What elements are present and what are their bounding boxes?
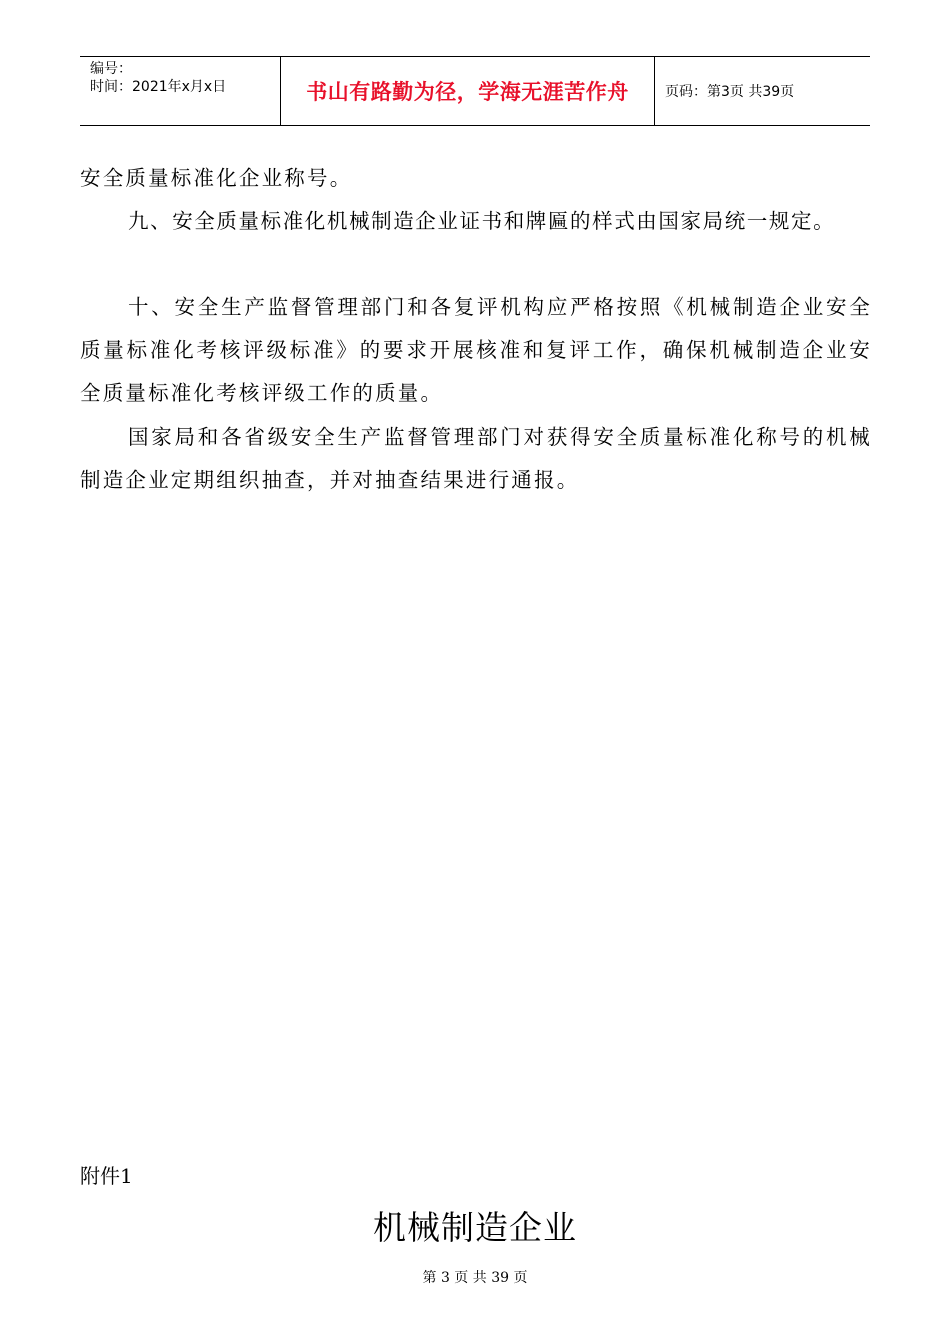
document-time-label: 时间：2021年x月x日	[90, 79, 227, 95]
header-page-cell	[655, 57, 870, 125]
attachment-title: 机械制造企业	[373, 1208, 577, 1247]
header-table	[80, 56, 870, 126]
header-motto-cell	[281, 57, 655, 125]
header-meta-cell	[80, 57, 281, 125]
paragraph-nine: 九、安全质量标准化机械制造企业证书和牌匾的样式由国家局统一规定。	[128, 209, 836, 233]
paragraph-continued: 安全质量标准化企业称号。	[80, 166, 353, 190]
paragraph-ten: 十、安全生产监督管理部门和各复评机构应严格按照《机械制造企业安全质量标准化考核评级标准》的要求开展核准和复评工作，确保机械制造企业安全质量标准化考核评级工作的质量。	[80, 295, 872, 405]
page-footer: 第 3 页 共 39 页	[422, 1270, 528, 1286]
document-number-label: 编号：	[90, 61, 132, 77]
motto-text: 书山有路勤为径，学海无涯苦作舟	[306, 80, 629, 104]
paragraph-inspection: 国家局和各省级安全生产监督管理部门对获得安全质量标准化称号的机械制造企业定期组织抽查，并对抽查结果进行通报。	[80, 425, 872, 492]
attachment-label: 附件1	[80, 1164, 133, 1188]
header-page-info: 页码：第3页 共39页	[665, 84, 795, 100]
